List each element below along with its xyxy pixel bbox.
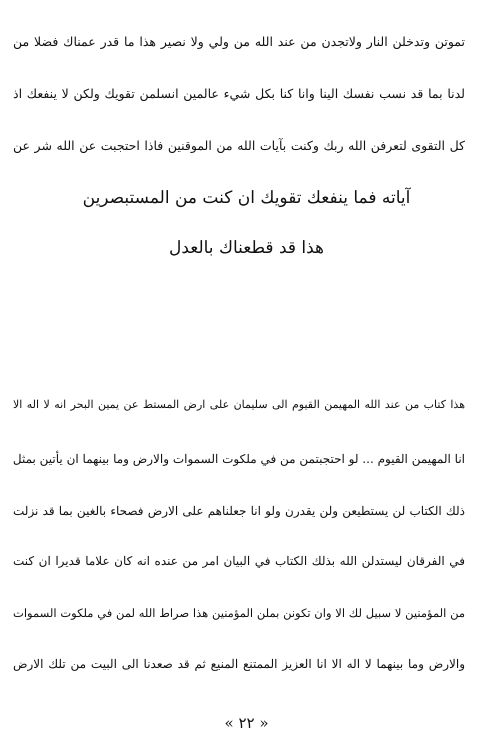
text-line: هذا قد قطعناك بالعدل <box>168 238 325 258</box>
text-line: ذلك الكتاب لن يستطيعن ولن يقدرن ولو انا جعلناهم على الارض فصحاء بالغين بما قد نزلت <box>13 504 466 518</box>
page-number: « ٢٢ » <box>224 714 269 732</box>
text-line: والارض وما بينهما لا اله الا انا العزيز الممتنع المنيع ثم قد صعدنا الى البيت من تلك الارض <box>13 657 465 671</box>
text-line: لدنا بما قد نسب نفسك الينا وانا كنا بكل شيء عالمين انسلمن تقويك ولكن لا ينفعك اذ <box>13 86 465 101</box>
text-line: انا المهيمن القيوم ... لو احتجبتمن من في ملكوت السموات والارض وما بينهما ان يأتين بمثل <box>12 452 465 466</box>
text-line: هذا كتاب من عند الله المهيمن القيوم الى سليمان على ارض المستط عن يمين البحر انه لا اله الا <box>13 398 465 411</box>
text-line: تموتن وتدخلن النار ولاتجدن من عند الله من ولي ولا نصير هذا ما قدر عمناك فضلا من <box>13 34 465 49</box>
text-line: كل التقوى لتعرفن الله ربك وكنت بآيات الله من الموقنين فاذا احتجبت عن الله شر عن <box>13 138 465 153</box>
text-line: آياته فما ينفعك تقويك ان كنت من المستبصرين <box>82 188 411 208</box>
text-line: في الفرقان ليستدلن الله بذلك الكتاب في البيان امر من عنده انه كان علاما قديرا ان كنت <box>13 554 465 568</box>
text-line: من المؤمنين لا سبيل لك الا وان تكونن بملن المؤمنين هذا صراط الله لمن في ملكوت السموات <box>13 606 465 620</box>
